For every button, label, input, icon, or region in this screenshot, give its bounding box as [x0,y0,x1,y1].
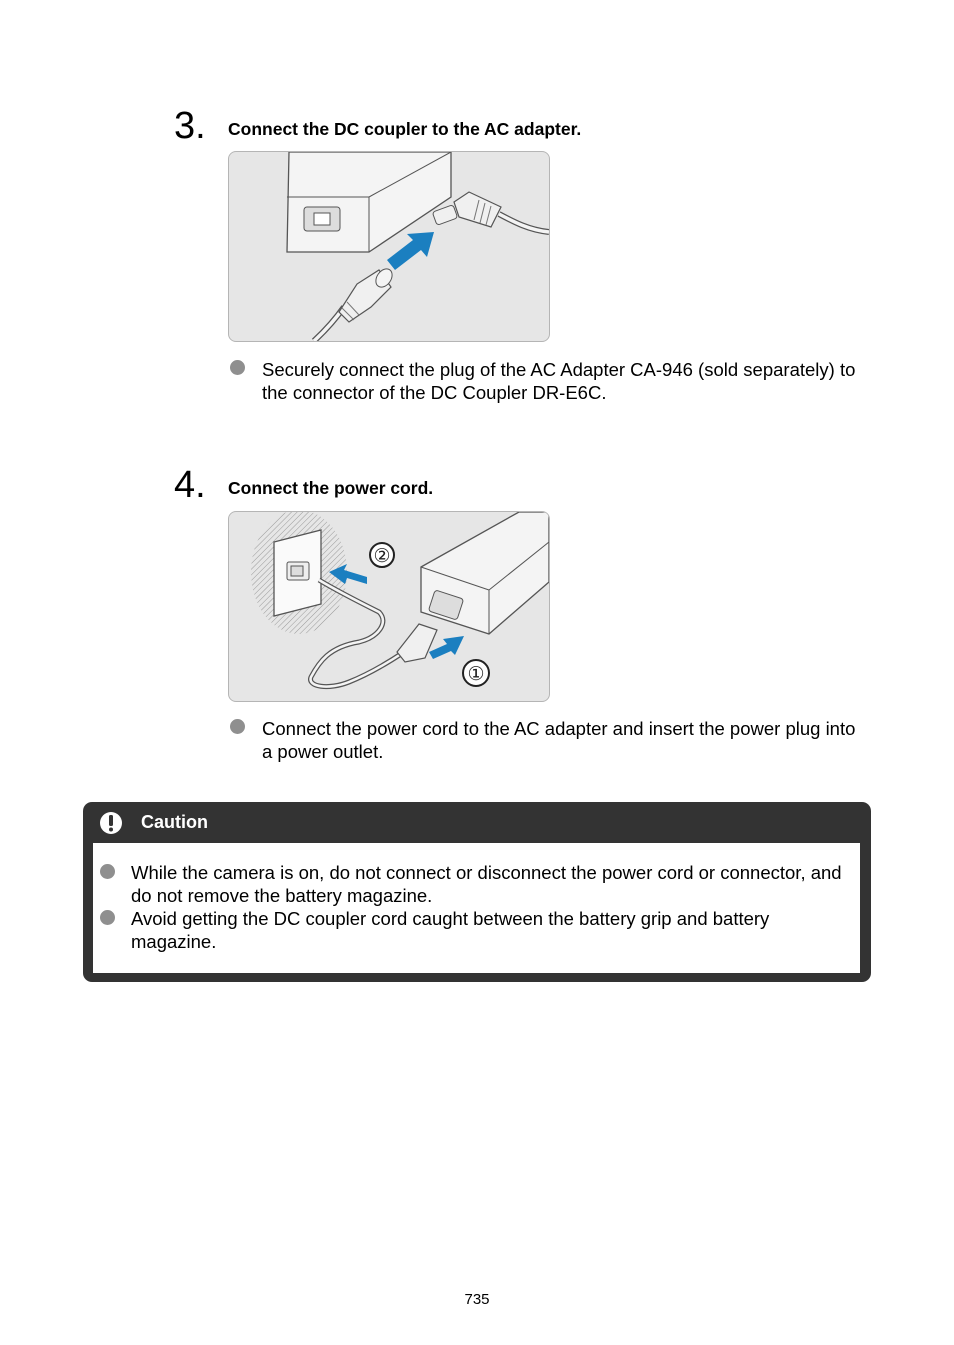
bullet-dot-icon [100,864,115,879]
caution-item-text: Avoid getting the DC coupler cord caught between the battery grip and battery magazine. [131,908,770,952]
caution-header [83,802,871,842]
caution-item-text: While the camera is on, do not connect or disconnect the power cord or connector, and do not remove the battery magazine. [131,862,842,906]
caution-body [93,843,860,973]
page-number: 735 [464,1291,490,1308]
caution-item [100,907,850,953]
step-3-bullet-text: Securely connect the plug of the AC Adapter CA-946 (sold separately) to the connector of the DC Coupler DR-E6C. [262,359,856,403]
callout-2: ② [373,545,391,567]
caution-title: Caution [141,812,208,832]
blue-arrow-icon [429,636,464,659]
step-3-bullet [230,358,870,404]
blue-arrow-icon [387,232,434,270]
dc-coupler-illustration [228,151,550,342]
caution-box [83,802,871,982]
step-3-title: Connect the DC coupler to the AC adapter. [228,119,582,139]
callout-1: ① [467,663,485,685]
caution-item [100,861,850,907]
bullet-dot-icon [230,360,245,375]
step-4-title: Connect the power cord. [228,478,434,498]
step-4-bullet [230,717,870,763]
step-4-number: 4. [174,464,206,506]
caution-icon [99,811,123,840]
step-4-bullet-text: Connect the power cord to the AC adapter and insert the power plug into a power outlet. [262,718,856,762]
bullet-dot-icon [100,910,115,925]
power-cord-illustration [228,511,550,702]
step-3-number: 3. [174,105,206,147]
bullet-dot-icon [230,719,245,734]
